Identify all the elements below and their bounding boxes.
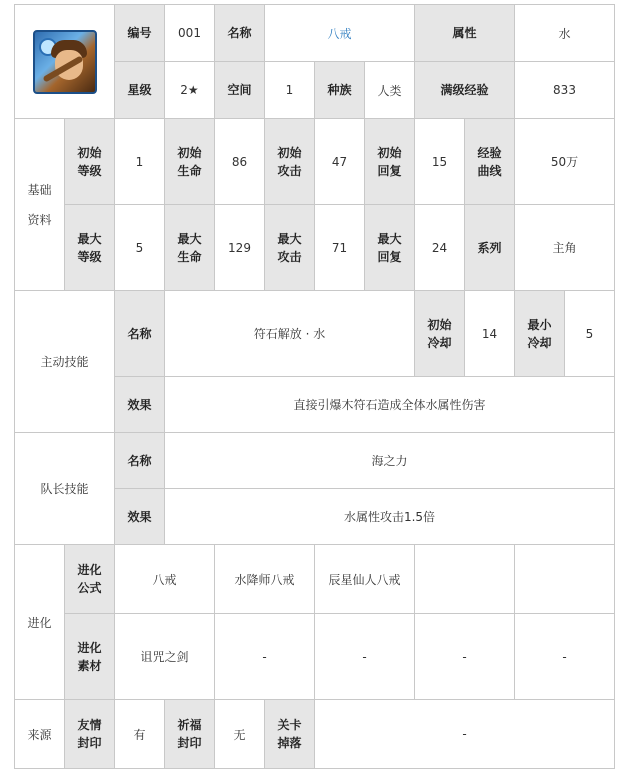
evolution-formula-5 [515,545,615,614]
evolution-section-label: 进化 [15,545,65,700]
exp-curve-value: 50万 [515,119,615,205]
character-avatar-image[interactable] [33,30,97,94]
max-hp-value: 129 [215,205,265,291]
evolution-formula-3: 辰星仙人八戒 [315,545,415,614]
init-cooldown-label: 初始冷却 [415,291,465,377]
max-level-label: 最大等级 [65,205,115,291]
init-cooldown-value: 14 [465,291,515,377]
max-hp-label: 最大生命 [165,205,215,291]
series-value: 主角 [515,205,615,291]
series-label: 系列 [465,205,515,291]
max-exp-value: 833 [515,62,615,119]
min-cooldown-label: 最小冷却 [515,291,565,377]
space-label: 空间 [215,62,265,119]
pray-seal-value: 无 [215,700,265,769]
active-skill-section-label: 主动技能 [15,291,115,433]
id-value: 001 [165,5,215,62]
evolution-material-5: - [515,614,615,700]
friend-seal-value: 有 [115,700,165,769]
init-level-value: 1 [115,119,165,205]
evolution-formula-4 [415,545,515,614]
leader-skill-effect-label: 效果 [115,489,165,545]
active-skill-name-label: 名称 [115,291,165,377]
race-label: 种族 [315,62,365,119]
stage-drop-value: - [315,700,615,769]
pray-seal-label: 祈福封印 [165,700,215,769]
star-label: 星级 [115,62,165,119]
max-level-value: 5 [115,205,165,291]
avatar-cell [15,5,115,119]
leader-skill-effect: 水属性攻击1.5倍 [165,489,615,545]
evolution-material-label: 进化素材 [65,614,115,700]
max-exp-label: 满级经验 [415,62,515,119]
min-cooldown-value: 5 [565,291,615,377]
basic-section-label: 基础资料 [15,119,65,291]
evolution-formula-2: 水降师八戒 [215,545,315,614]
attribute-value: 水 [515,5,615,62]
star-value: 2★ [165,62,215,119]
init-rec-value: 15 [415,119,465,205]
evolution-material-3: - [315,614,415,700]
evolution-material-4: - [415,614,515,700]
stage-drop-label: 关卡掉落 [265,700,315,769]
leader-skill-name: 海之力 [165,433,615,489]
init-level-label: 初始等级 [65,119,115,205]
leader-skill-name-label: 名称 [115,433,165,489]
evolution-formula-label: 进化公式 [65,545,115,614]
leader-skill-section-label: 队长技能 [15,433,115,545]
active-skill-effect: 直接引爆木符石造成全体水属性伤害 [165,377,615,433]
max-rec-value: 24 [415,205,465,291]
name-label: 名称 [215,5,265,62]
name-value-cell [265,5,415,62]
init-atk-value: 47 [315,119,365,205]
init-rec-label: 初始回复 [365,119,415,205]
friend-seal-label: 友情封印 [65,700,115,769]
character-name-link[interactable]: 八戒 [327,26,352,41]
space-value: 1 [265,62,315,119]
init-atk-label: 初始攻击 [265,119,315,205]
source-section-label: 来源 [15,700,65,769]
race-value: 人类 [365,62,415,119]
exp-curve-label: 经验曲线 [465,119,515,205]
max-atk-label: 最大攻击 [265,205,315,291]
active-skill-effect-label: 效果 [115,377,165,433]
init-hp-label: 初始生命 [165,119,215,205]
id-label: 编号 [115,5,165,62]
max-rec-label: 最大回复 [365,205,415,291]
evolution-material-1: 诅咒之剑 [115,614,215,700]
card-table [14,4,615,769]
max-atk-value: 71 [315,205,365,291]
attribute-label: 属性 [415,5,515,62]
evolution-material-2: - [215,614,315,700]
evolution-formula-1: 八戒 [115,545,215,614]
active-skill-name: 符石解放 · 水 [165,291,415,377]
init-hp-value: 86 [215,119,265,205]
